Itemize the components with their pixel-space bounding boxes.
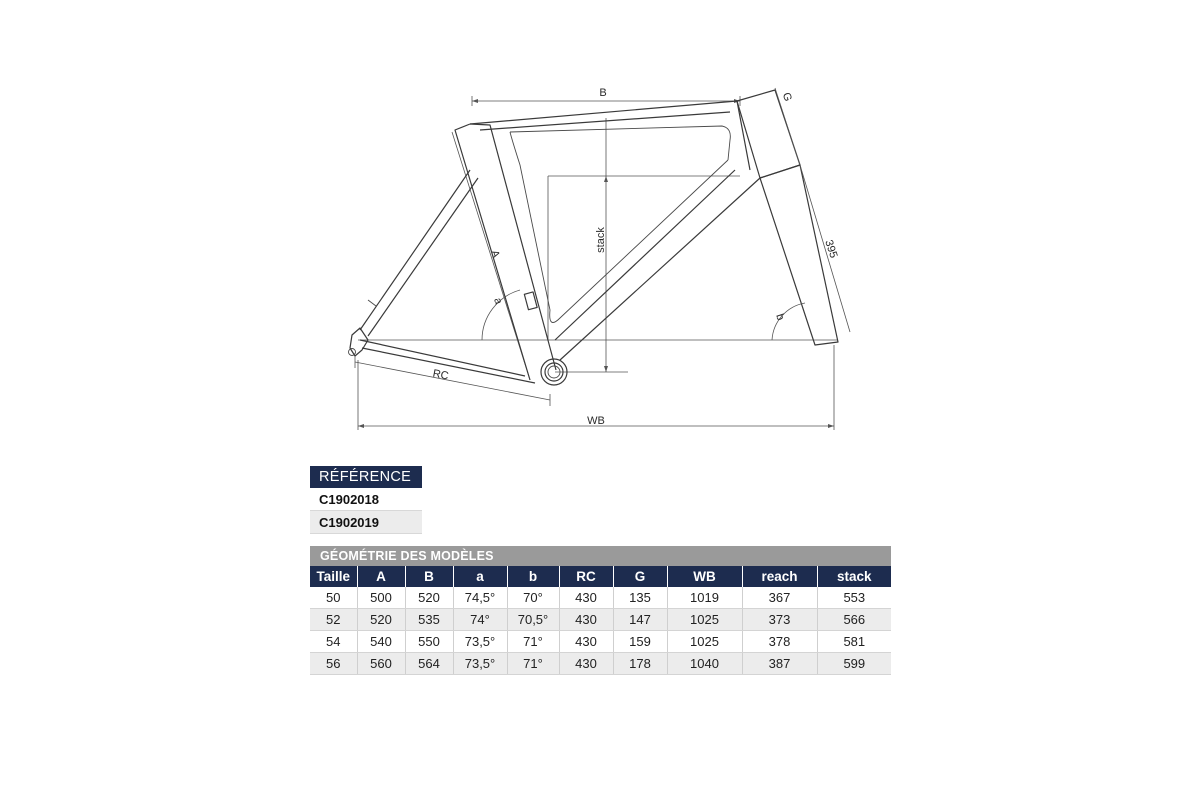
geometry-header-row [310, 566, 891, 587]
table-cell: 566 [817, 609, 891, 631]
table-cell: 560 [357, 653, 405, 675]
table-cell: 147 [613, 609, 667, 631]
table-row [310, 587, 891, 609]
table-cell: 599 [817, 653, 891, 675]
table-cell: 56 [310, 653, 357, 675]
reference-code: C1902018 [310, 488, 422, 511]
reference-row [310, 511, 422, 534]
table-cell: 373 [742, 609, 817, 631]
table-cell: 70,5° [507, 609, 559, 631]
table-cell: 564 [405, 653, 453, 675]
column-header: G [613, 566, 667, 587]
dimension-g-label: G [779, 91, 794, 103]
column-header: Taille [310, 566, 357, 587]
geometry-title: GÉOMÉTRIE DES MODÈLES [310, 546, 891, 566]
table-cell: 535 [405, 609, 453, 631]
column-header: WB [667, 566, 742, 587]
angle-b-label: b [773, 312, 787, 322]
table-cell: 520 [405, 587, 453, 609]
column-header: stack [817, 566, 891, 587]
table-cell: 378 [742, 631, 817, 653]
table-cell: 430 [559, 587, 613, 609]
column-header: B [405, 566, 453, 587]
table-cell: 430 [559, 609, 613, 631]
column-header: a [453, 566, 507, 587]
table-cell: 553 [817, 587, 891, 609]
table-cell: 1025 [667, 609, 742, 631]
table-cell: 500 [357, 587, 405, 609]
table-cell: 73,5° [453, 631, 507, 653]
column-header: b [507, 566, 559, 587]
dimension-stack [548, 118, 740, 372]
frame-outline [349, 90, 839, 385]
dimension-wb-label: WB [587, 415, 605, 427]
table-cell: 1025 [667, 631, 742, 653]
dimension-wb [358, 345, 834, 430]
dimension-b-label: B [599, 87, 607, 99]
table-cell: 54 [310, 631, 357, 653]
fork-length-label: 395 [822, 238, 840, 260]
dimension-fork-length [800, 165, 850, 332]
column-header: RC [559, 566, 613, 587]
dimension-stack-label: stack [595, 227, 607, 253]
dimension-rc-label: RC [431, 367, 450, 383]
reference-table [310, 466, 422, 534]
table-cell: 1040 [667, 653, 742, 675]
table-cell: 387 [742, 653, 817, 675]
table-cell: 430 [559, 653, 613, 675]
table-cell: 159 [613, 631, 667, 653]
table-cell: 367 [742, 587, 817, 609]
table-cell: 71° [507, 653, 559, 675]
table-cell: 1019 [667, 587, 742, 609]
table-cell: 74,5° [453, 587, 507, 609]
table-cell: 550 [405, 631, 453, 653]
table-cell: 50 [310, 587, 357, 609]
table-cell: 70° [507, 587, 559, 609]
column-header: reach [742, 566, 817, 587]
reference-code: C1902019 [310, 511, 422, 534]
table-row [310, 653, 891, 675]
reference-row [310, 488, 422, 511]
dimension-b [472, 87, 740, 106]
reference-header: RÉFÉRENCE [310, 466, 422, 488]
angle-a-label: a [491, 296, 505, 306]
angle-b [772, 303, 805, 340]
table-row [310, 631, 891, 653]
table-row [310, 609, 891, 631]
table-cell: 73,5° [453, 653, 507, 675]
dimension-rc [355, 356, 550, 406]
dimension-a-seat-label: A [488, 248, 502, 260]
dimension-g [775, 88, 800, 165]
table-cell: 540 [357, 631, 405, 653]
table-cell: 71° [507, 631, 559, 653]
table-cell: 135 [613, 587, 667, 609]
table-cell: 178 [613, 653, 667, 675]
table-cell: 74° [453, 609, 507, 631]
table-cell: 581 [817, 631, 891, 653]
table-cell: 430 [559, 631, 613, 653]
column-header: A [357, 566, 405, 587]
geometry-table [310, 546, 891, 675]
table-cell: 52 [310, 609, 357, 631]
table-cell: 520 [357, 609, 405, 631]
